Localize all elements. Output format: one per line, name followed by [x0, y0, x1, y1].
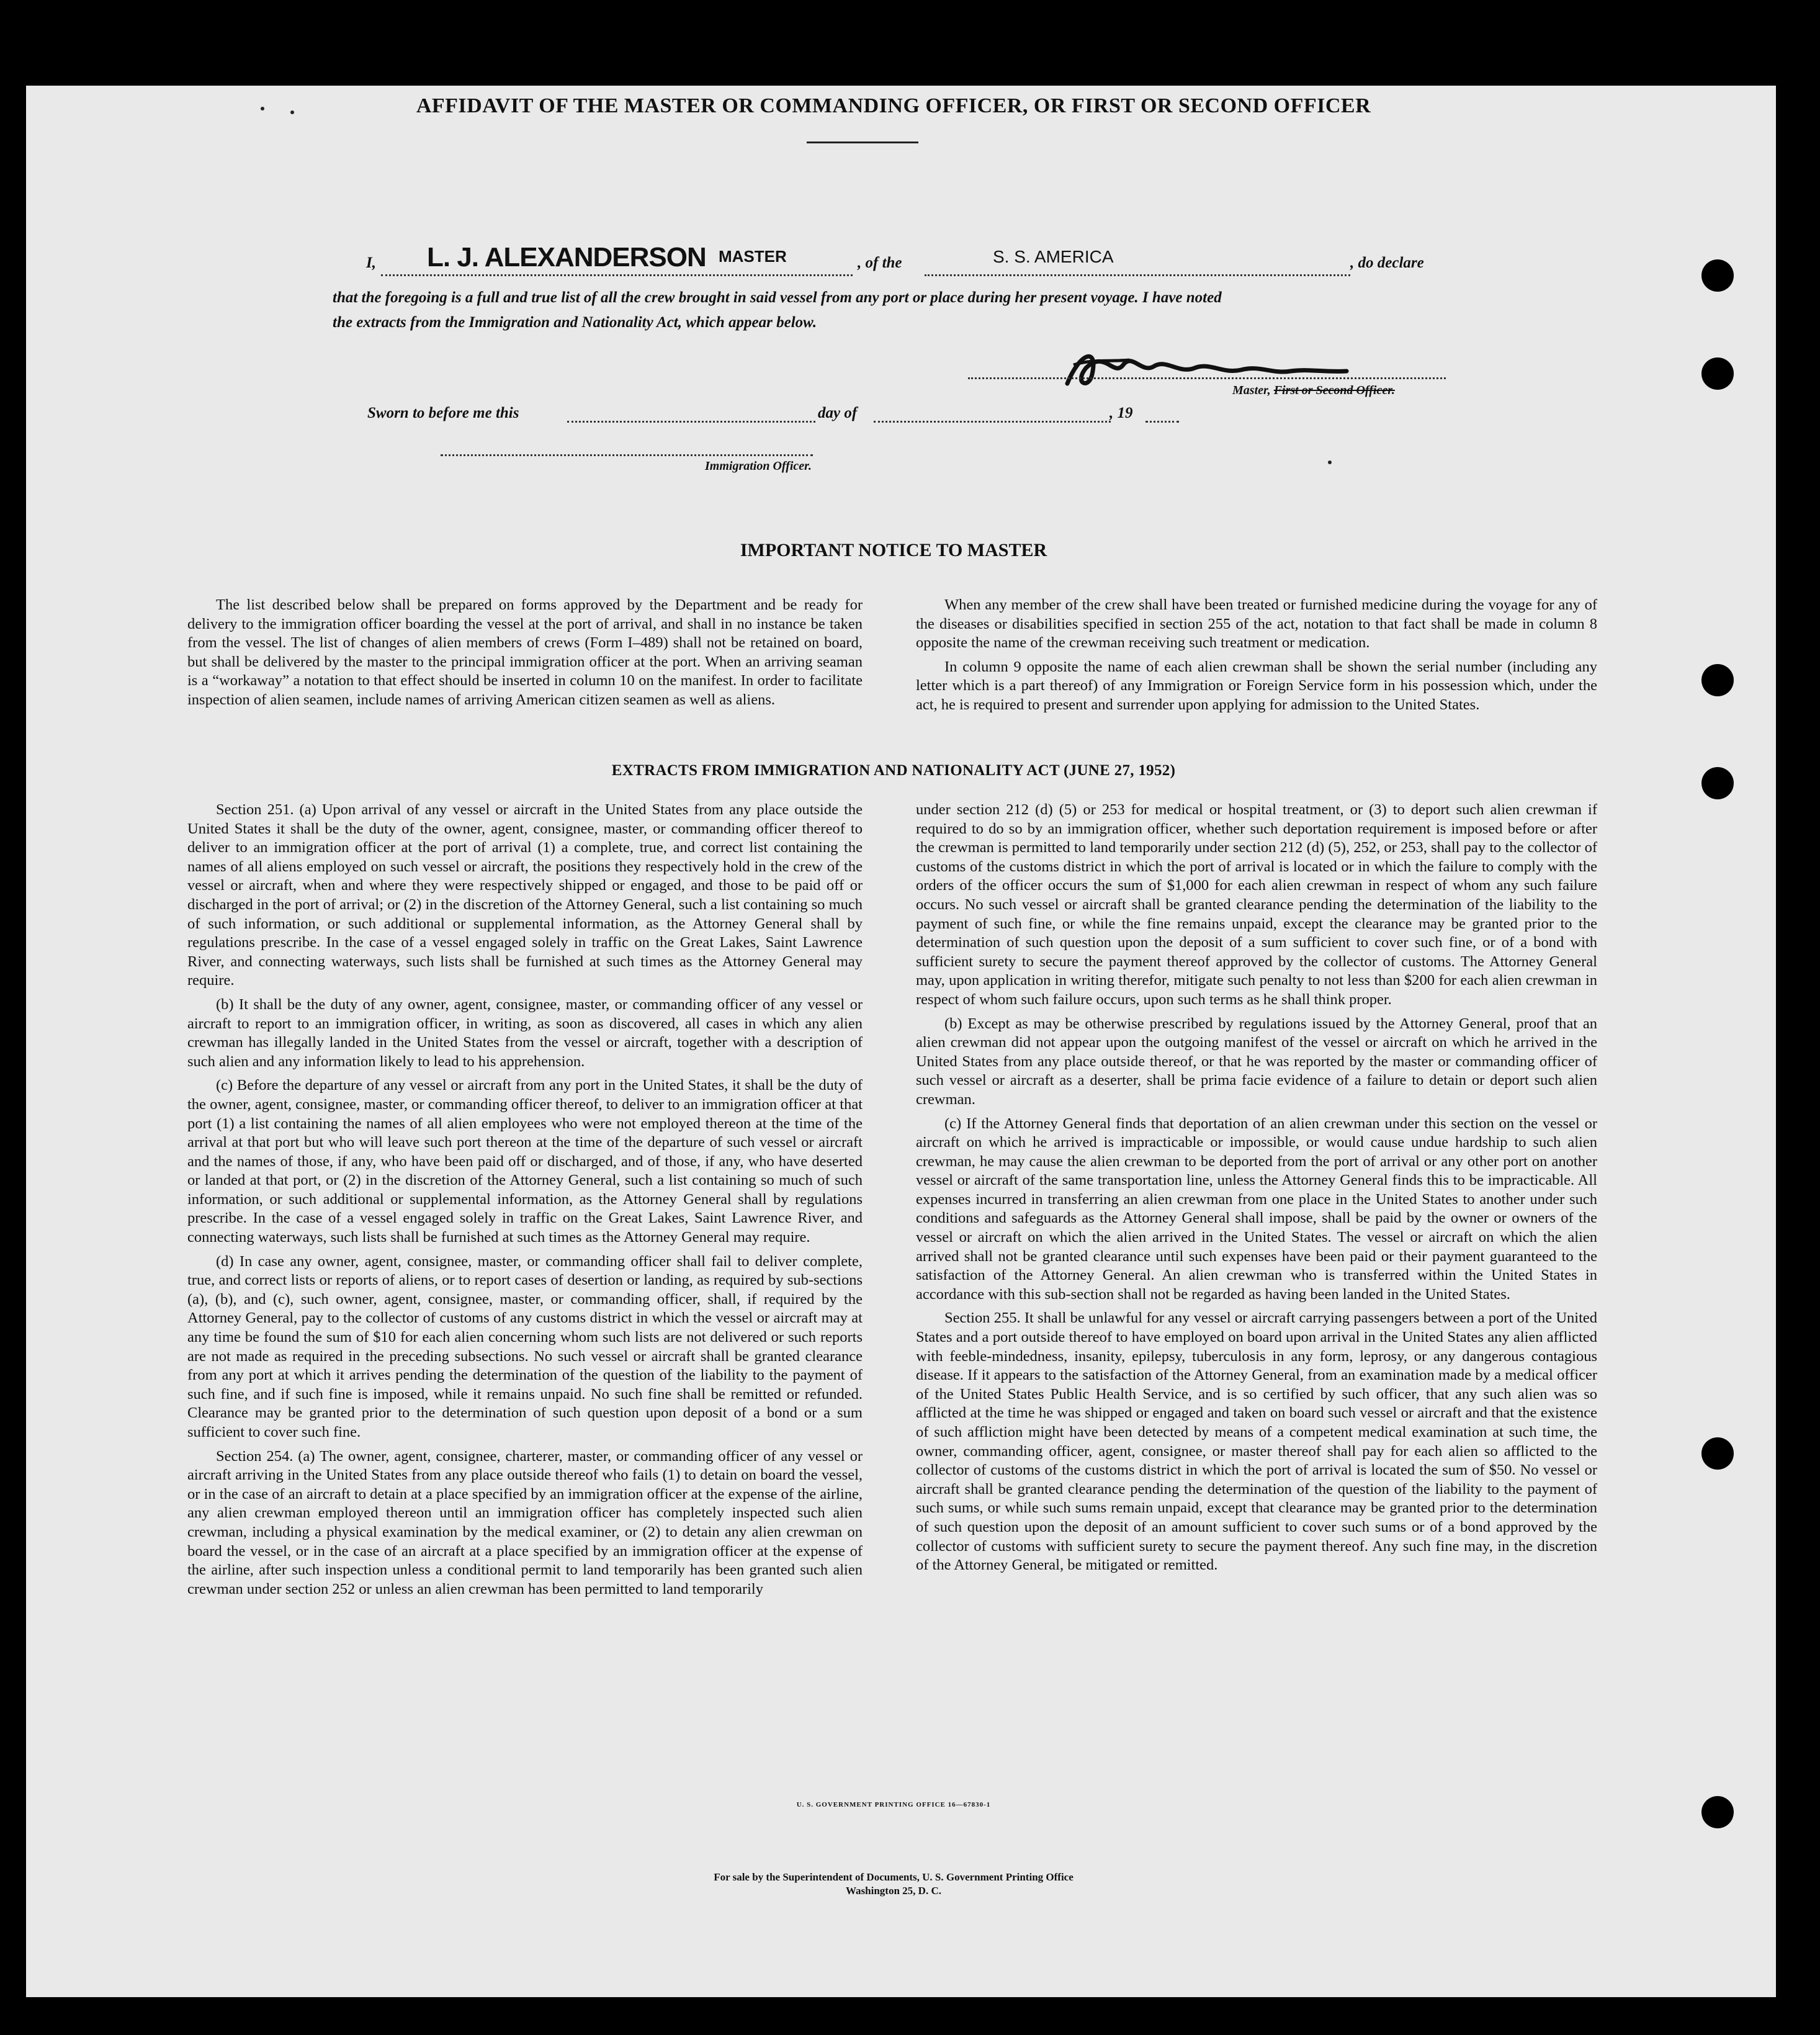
binder-hole [1701, 1437, 1734, 1470]
year-label: , 19 [1109, 405, 1133, 421]
master-name: L. J. ALEXANDERSON [427, 242, 706, 272]
extracts-right-column [916, 801, 1597, 1580]
master-rank: MASTER [719, 247, 787, 266]
extracts-left-column [187, 801, 863, 1604]
notice-paragraph: When any member of the crew shall have been treated or furnished medicine during the voyage for any of the diseases or disabilities specified in section 255 of the act, notation to that fact shall be made in column 8 opposite the name of the crewman receiving such treatment or medication. [916, 596, 1597, 652]
binder-hole [1701, 664, 1734, 696]
sworn-month-line [874, 421, 1111, 423]
scan-speck [1328, 460, 1332, 464]
act-paragraph: (b) It shall be the duty of any owner, agent, consignee, master, or commanding officer of any vessel or aircraft to report to an immigration officer, in writing, as soon as discovered, all cases in which any alien crewman has illegally landed in the United States from the vessel or aircraft, together with a description of such alien and any information likely to lead to his apprehension. [187, 995, 863, 1070]
act-paragraph: under section 212 (d) (5) or 253 for medical or hospital treatment, or (3) to deport such alien crewman if required to do so by an immigration officer, whether such deportation requirement is imposed before or after the crewman is permitted to land temporarily under section 212 (d) (5), 252, or 253, shall pay to the collector of customs of the customs district in which the port of arrival is located or in which the failure to comply with the orders of the officer occurs the sum of $1,000 for each alien crewman in respect of whom any such failure occurs. No such vessel or aircraft shall be granted clearance pending the determination of the liability to the payment of such fine, or while the fine remains unpaid, except the clearance may be granted prior to the determination of such question upon the deposit of a sum sufficient to cover such fine, or of a bond with sufficient surety to secure the payment thereof approved by the collector of customs. The Attorney General may, upon application in writing therefor, mitigate such penalty to not less than $200 for each alien crewman in respect of whom such failure occurs, upon such terms as he shall think proper. [916, 801, 1597, 1008]
sworn-year-line [1145, 421, 1179, 423]
officer-line [441, 454, 813, 456]
extracts-heading: EXTRACTS FROM IMMIGRATION AND NATIONALITY ACT (JUNE 27, 1952) [611, 762, 1176, 779]
act-paragraph: (c) If the Attorney General finds that deportation of an alien crewman under this section on the vessel or aircraft on which he arrived is impracticable or impossible, or would cause undue hardship to such alien crewman, he may cause the alien crewman to be deported from the port of arrival or any other port on another vessel or aircraft of the same transportation line, unless the Attorney General finds this to be impracticable. All expenses incurred in transferring an alien crewman from one place in the United States to another under such conditions and safeguards as the Attorney General shall impose, shall be paid by the owner or owners of the vessel or aircraft on which the alien arrived in the United States. The vessel or aircraft on which the alien arrived shall not be granted clearance until such expenses have been paid or their payment guaranteed to the satisfaction of the Attorney General. An alien crewman who is transferred within the United States in accordance with this sub-section shall not be regarded as having been landed in the United States. [916, 1115, 1597, 1303]
day-of-label: day of [818, 405, 858, 421]
declaration-text-2: the extracts from the Immigration and Nationality Act, which appear below. [333, 314, 817, 331]
binder-hole [1701, 259, 1734, 292]
binder-hole [1701, 357, 1734, 390]
vessel-name: S. S. AMERICA [993, 247, 1114, 266]
notice-paragraph: In column 9 opposite the name of each alien crewman shall be shown the serial number (including any letter which is a part thereof) of any Immigration or Foreign Service form in his possession which, under the act, he is required to present and surrender upon applying for admission to the United States. [916, 658, 1597, 713]
notice-left-column [187, 596, 863, 715]
sworn-date-line [567, 421, 815, 423]
act-paragraph: (d) In case any owner, agent, consignee, master, or commanding officer shall fail to deliver complete, true, and correct lists or reports of aliens, or to report cases of desertion or landing, as required by sub-sections (a), (b), and (c), such owner, agent, consignee, master, or commanding officer, shall, if required by the Attorney General, pay to the collector of customs of any customs district in which the vessel or aircraft may at any time be found the sum of $10 for each alien concerning whom such lists are not delivered or such reports are not made as required in the preceding subsections. No such vessel or aircraft shall be granted clearance from any port at which it arrives pending the determination of the question of the liability to the payment of such fine, and if such fine is imposed, while it remains unpaid. No such fine shall be remitted or refunded. Clearance may be granted prior to the determination of such question upon deposit of a bond or a sum sufficient to cover such fine. [187, 1252, 863, 1440]
declaration-line [366, 242, 1458, 277]
of-the-label: , of the [858, 254, 902, 271]
act-paragraph: (b) Except as may be otherwise prescribed by regulations issued by the Attorney General, proof that an alien crewman did not appear upon the outgoing manifest of the vessel or aircraft on which he arrived in the United States from any place outside thereof, or that he was reported by the master or commanding officer of such vessel or aircraft as a deserter, shall be prima facie evidence of a failure to detain or deport such alien crewman. [916, 1015, 1597, 1108]
officer-caption: Immigration Officer. [705, 459, 812, 473]
affidavit-title: AFFIDAVIT OF THE MASTER OR COMMANDING OFFICER, OR FIRST OR SECOND OFFICER [416, 94, 1371, 117]
declaration-text-1: that the foregoing is a full and true list of all the crew brought in said vessel from any port or place during her present voyage. I have noted [333, 289, 1222, 306]
notice-right-column [916, 596, 1597, 720]
i-label: I, [366, 254, 376, 271]
signer-caption: Master, First or Second Officer. [1232, 384, 1395, 397]
signature-line [968, 377, 1446, 379]
sale-notice: For sale by the Superintendent of Documents, U. S. Government Printing Office Washington 25, D. C. [714, 1871, 1074, 1897]
name-line [381, 274, 853, 276]
title-rule [807, 142, 918, 143]
sworn-line [367, 405, 1236, 427]
act-paragraph: Section 255. It shall be unlawful for any vessel or aircraft carrying passengers between a port of the United States and a port outside thereof to have employed on board upon arrival in the United States any alien afflicted with feeble-mindedness, insanity, epilepsy, tuberculosis in any form, leprosy, or any dangerous contagious disease. If it appears to the satisfaction of the Attorney General, from an examination made by a medical officer of the United States Public Health Service, and is so certified by such officer, that any such alien was so afflicted at the time he was shipped or engaged and taken on board such vessel or aircraft and that the existence of such affliction might have been detected by means of a competent medical examination at such time, the owner, commanding officer, agent, consignee, or master thereof shall pay for each alien so afflicted to the collector of customs of the customs district in which the port of arrival is located the sum of $50. No vessel or aircraft shall be granted clearance pending the determination of the question of the liability to the payment of such sums, or while such sums remain unpaid, except that clearance may be granted prior to the determination of such question upon the deposit of an amount sufficient to cover such sums or of a bond approved by the collector of customs with sufficient surety to secure the payment thereof. Any such fine may, in the discretion of the Attorney General, be mitigated or remitted. [916, 1309, 1597, 1574]
notice-heading: IMPORTANT NOTICE TO MASTER [740, 540, 1047, 560]
printing-office-line: U. S. GOVERNMENT PRINTING OFFICE 16—67830-1 [796, 1801, 991, 1808]
notice-paragraph: The list described below shall be prepared on forms approved by the Department and be ready for delivery to the immigration officer boarding the vessel at the port of arrival, and shall in no instance be taken from the vessel. The list of changes of alien members of crews (Form I–489) shall not be retained on board, but shall be delivered by the master to the principal immigration officer at the port. When an arriving seaman is a “workaway” a notation to that effect should be inserted in column 10 on the manifest. In order to facilitate inspection of alien seamen, include names of arriving American citizen seamen as well as aliens. [187, 596, 863, 708]
sworn-label: Sworn to before me this [367, 405, 519, 421]
act-paragraph: Section 251. (a) Upon arrival of any vessel or aircraft in the United States from any place outside the United States it shall be the duty of the owner, agent, consignee, master, or commanding officer thereof to deliver to an immigration officer at the port of arrival (1) a complete, true, and correct list containing the names of all aliens employed on such vessel or aircraft, the positions they respectively hold in the crew of the vessel or aircraft, when and where they were respectively shipped or engaged, and those to be paid off or discharged in the port of arrival; or (2) in the discretion of the Attorney General, such a list containing so much of such information, or such additional or supplemental information, as the Attorney General shall by regulations prescribe. In the case of a vessel engaged solely in traffic on the Great Lakes, Saint Lawrence River, and connecting waterways, such lists shall be furnished at such times as the Attorney General may require. [187, 801, 863, 989]
do-declare-label: , do declare [1350, 254, 1424, 271]
act-paragraph: Section 254. (a) The owner, agent, consignee, charterer, master, or commanding officer of any vessel or aircraft arriving in the United States from any place outside thereof who fails (1) to detain on board the vessel, or in the case of an aircraft to detain at a place specified by an immigration officer at the expense of the airline, any alien crewman employed thereon until an immigration officer has completely inspected such alien crewman, including a physical examination by the medical examiner, or (2) to detain any alien crewman on board the vessel, or in the case of an aircraft at a place specified by an immigration officer at the expense of the airline, after such inspection unless a conditional permit to land temporarily has been granted such alien crewman under section 252 or unless an alien crewman has been permitted to land temporarily [187, 1447, 863, 1597]
act-paragraph: (c) Before the departure of any vessel or aircraft from any port in the United States, it shall be the duty of the owner, agent, consignee, master, or commanding officer thereof, to deliver to an immigration officer at that port (1) a list containing the names of all alien employees who were not employed thereon at the time of the arrival at that port but who will leave such port thereon at the time of the departure of such vessel or aircraft and the names of those, if any, who have been paid off or discharged, and of those, if any, who have deserted or landed at that port, or (2) in the discretion of the Attorney General, such a list containing so much of such information, or such additional or supplemental information, as the Attorney General shall by regulations prescribe. In the case of a vessel engaged solely in traffic on the Great Lakes, Saint Lawrence River, and connecting waterways, such lists shall be furnished at such times as the Attorney General may require. [187, 1077, 863, 1246]
vessel-line [925, 274, 1350, 276]
